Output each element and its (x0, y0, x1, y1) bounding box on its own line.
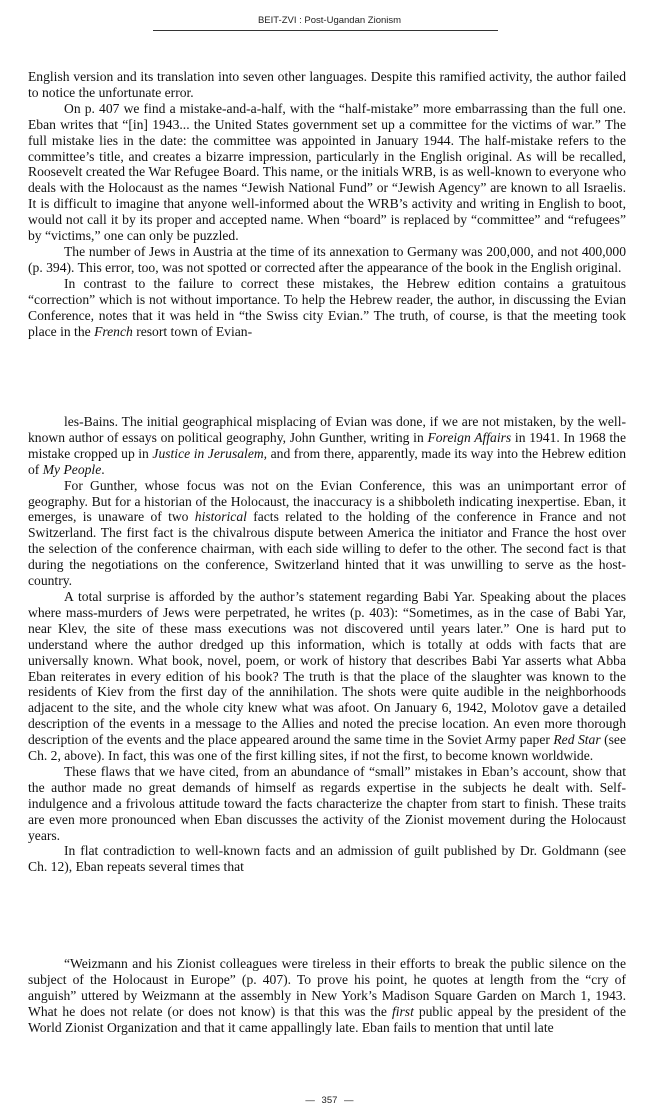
italic-term: historical (194, 509, 247, 525)
italic-title: Foreign Affairs (427, 429, 512, 445)
text-block-quote (28, 956, 626, 1036)
paragraph (28, 589, 626, 764)
italic-term: French (94, 323, 133, 339)
running-header: BEIT-ZVI : Post-Ugandan Zionism (257, 15, 402, 26)
paragraph: The number of Jews in Austria at the time of its annexation to Germany was 200,000, and not 400,000 (p. 394). This error, too, was not spotted or corrected after the appearance of the book in the English original. (28, 243, 626, 275)
text-block-middle (28, 414, 626, 875)
text-run: les-Bains. The initial geographical misplacing of Evian was done, if we are not mistaken, by the well-known author of essays on political geography, John Gunther, writing in (28, 414, 626, 445)
text-run: facts related to the holding of the conference in France and not Switzerland. The first fact is the chivalrous dispute between America the initiator and France the host over the selection of the conference chairman, with each side willing to defer to the other. The second fact is that during the negotiations on the conference, Switzerland hinted that it was unwilling to serve as the host-country. (28, 509, 626, 589)
text-run: resort town of Evian- (132, 323, 253, 339)
paragraph (28, 414, 626, 478)
text-run: A total surprise is afforded by the author’s statement regarding Babi Yar. Speaking about the places where mass-murders of Jews were perpetrated, he writes (p. 403): “Sometimes, as in the case of Babi Yar, near Klev, the site of these mass executions was not discovered until years later.” One is hard put to understand where the author dredged up this information, which is totally at odds with facts that are universally known. What book, novel, poem, or work of history that describes Babi Yar asserts what Abba Eban reiterates in every edition of his book? The truth is that the place of the slaughter was known to the residents of Kiev from the first day of the annihilation. The shots were quite audible in the neighborhoods adjacent to the site, and the whole city knew what was afoot. On January 6, 1942, Molotov gave a detailed description of the events in a message to the Allies and noted the precise location. An even more thorough description of the events and the place appeared around the same time in the Soviet Army paper (28, 588, 626, 748)
italic-term: first (391, 1003, 414, 1019)
page-number: — 357 — (305, 1095, 354, 1106)
paragraph: These flaws that we have cited, from an abundance of “small” mistakes in Eban’s account, show that the author made no great demands of himself as regards expertise in the subjects he dealt with. Self-indulgence and a frivolous attitude toward the facts characterize the chapter from start to finish. These traits are even more pronounced when Eban discusses the activity of the Zionist movement during the Holocaust years. (28, 763, 626, 843)
paragraph (28, 478, 626, 589)
text-run: and from there, apparently, made its way into the Hebrew edition of (28, 445, 626, 477)
text-run: (see Ch. 2, above). In fact, this was one of the first killing sites, if not the first, to become known worldwide. (28, 732, 626, 764)
italic-title: Red Star (553, 732, 601, 748)
text-run: In contrast to the failure to correct these mistakes, the Hebrew edition contains a gratuitous “correction” which is not without importance. To help the Hebrew reader, the author, in discussing the Evian Conference, notes that it was held in “the Swiss city Evian.” The truth, of course, is that the meeting took place in the (28, 275, 626, 339)
paragraph: On p. 407 we find a mistake-and-a-half, with the “half-mistake” more embarrassing than the full one. Eban writes that “[in] 1943... the United States government set up a committee for the victims of war.” The full mistake lies in the date: the committee was appointed in January 1944. The half-mistake refers to the committee’s title, and creates a bizarre impression, particularly in the English original. As will be recalled, Roosevelt created the War Refugee Board. This name, or the initials WRB, is as well-known to everyone who deals with the Holocaust as the names “Jewish National Fund” or “Jewish Agency” are known to all Israelis. It is difficult to imagine that anyone well-informed about the WRB’s activity and writing in English to boot, would not call it by its proper and accepted name. When “board” is replaced by “committee” and “refugees” by “victims,” one can only be puzzled. (28, 100, 626, 244)
paragraph: English version and its translation into seven other languages. Despite this ramified activity, the author failed to notice the unfortunate error. (28, 69, 626, 100)
italic-title: My People (42, 461, 102, 477)
header-rule (153, 30, 498, 31)
text-run: “Weizmann and his Zionist colleagues were tireless in their efforts to break the public silence on the subject of the Holocaust in Europe” (p. 407). To prove his point, he quotes at length from the “cry of anguish” uttered by Weizmann at the assembly in New York’s Madison Square Garden on March 1, 1943. What he does not relate (or does not know) is that this was the (28, 956, 626, 1019)
italic-title: Justice in Jerusalem, (152, 445, 268, 461)
paragraph: In flat contradiction to well-known facts and an admission of guilt published by Dr. Goldmann (see Ch. 12), Eban repeats several times that (28, 843, 626, 875)
paragraph (28, 956, 626, 1036)
text-run: . (101, 461, 105, 477)
text-run: public appeal by the president of the World Zionist Organization and that it came appallingly late. Eban fails to mention that until late (28, 1003, 627, 1035)
text-run: in 1941. In 1968 the mistake cropped up in (28, 429, 626, 461)
paragraph (28, 276, 626, 340)
text-run: For Gunther, whose focus was not on the Evian Conference, this was an unimportant error of geography. But for a historian of the Holocaust, the inaccuracy is a shibboleth indicating inexpertise. Eban, it emerges, is unaware of two (28, 477, 626, 525)
text-block-top (28, 69, 626, 339)
